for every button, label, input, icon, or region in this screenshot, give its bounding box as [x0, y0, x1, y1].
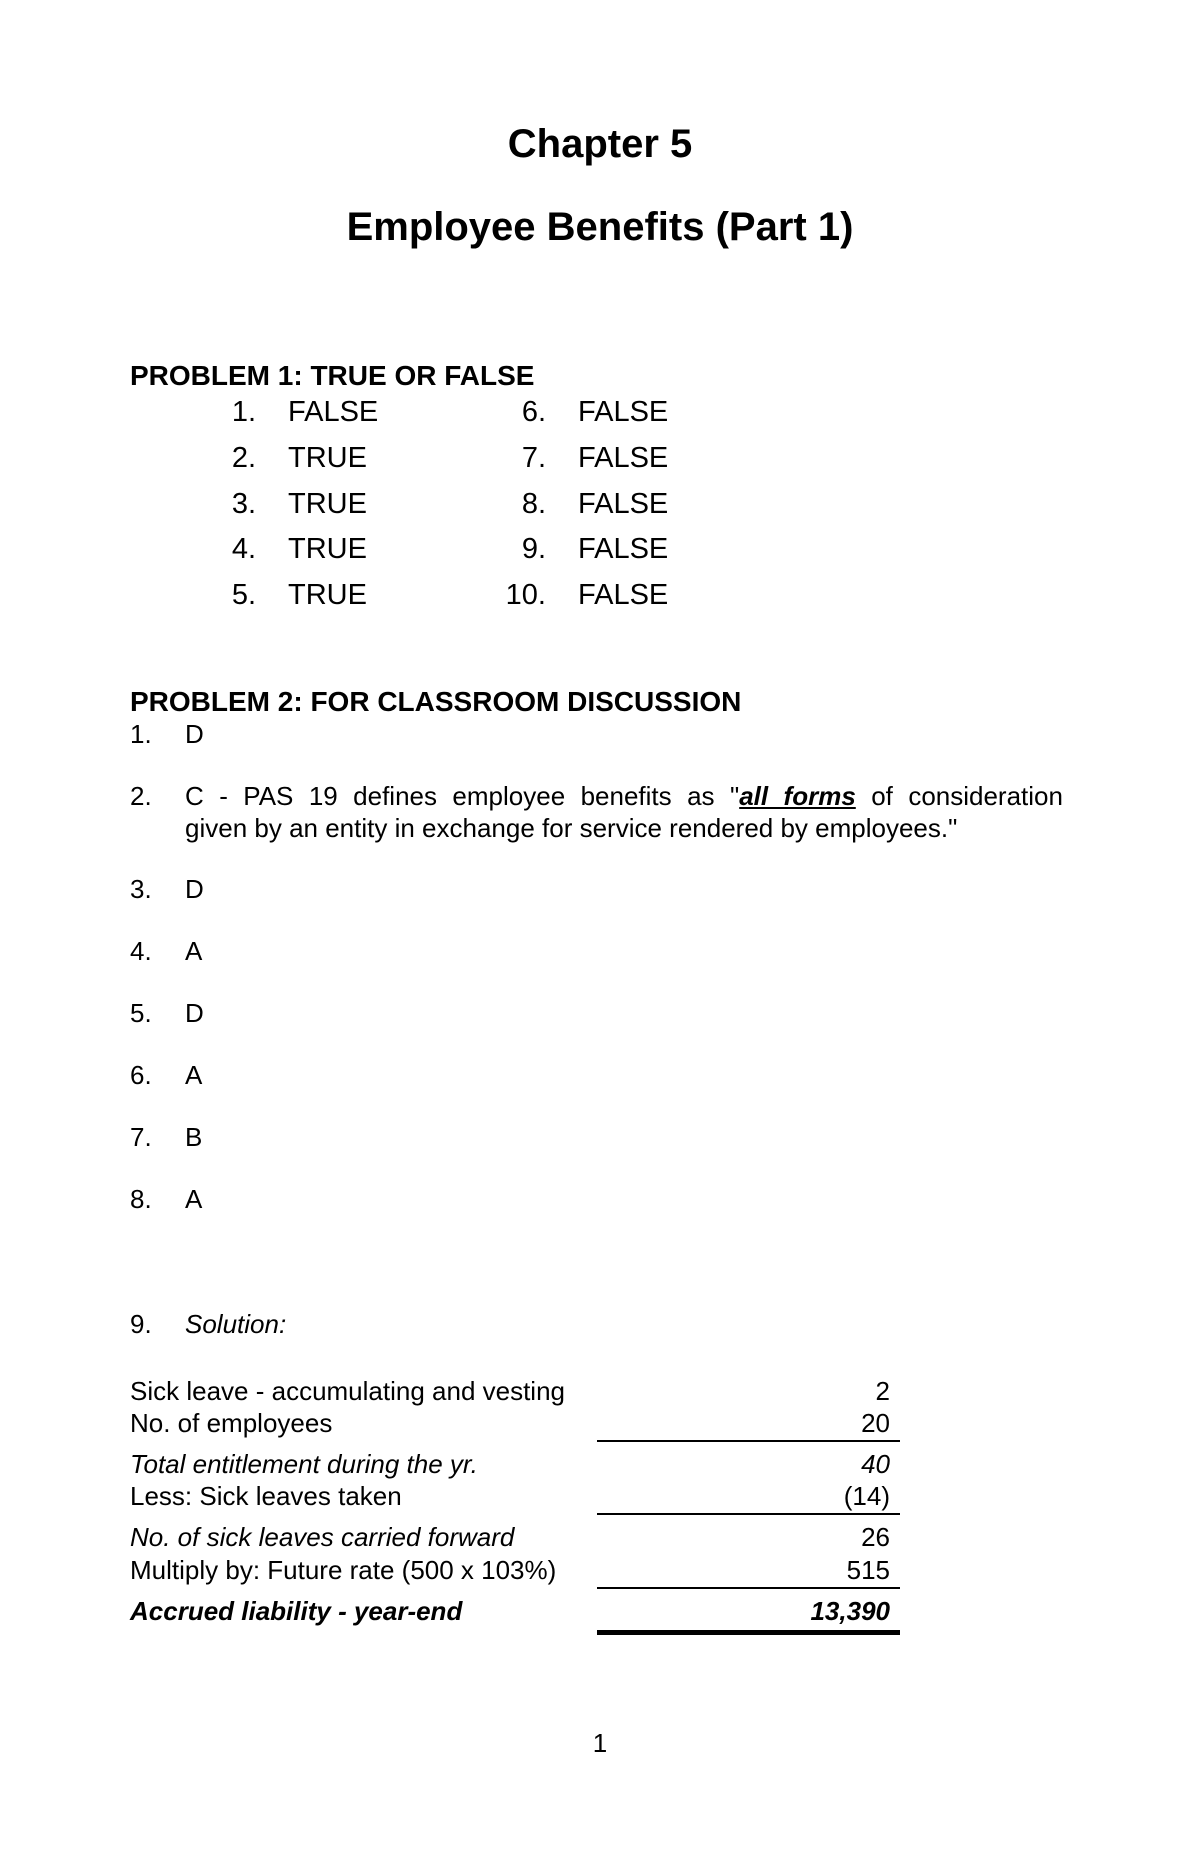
p2-item-answer: A: [185, 1060, 203, 1090]
p2-item-number: 6.: [130, 1060, 152, 1090]
table-row-value: 2: [875, 1376, 890, 1406]
tf-item-answer: TRUE: [288, 488, 367, 520]
p2-item-answer-continuation: given by an entity in exchange for service rendered by employees.": [185, 813, 958, 843]
tf-item-number: 6.: [521, 396, 546, 428]
tf-item-answer: TRUE: [288, 579, 367, 611]
tf-item-number: 7.: [521, 442, 546, 474]
tf-item-answer: FALSE: [578, 488, 669, 520]
p2-item-answer: D: [185, 719, 204, 749]
table-row-value: 20: [861, 1408, 890, 1438]
p2-item-answer: B: [185, 1122, 203, 1152]
table-row-value: 26: [861, 1522, 890, 1552]
tf-item-answer: FALSE: [578, 533, 669, 565]
table-row-label: Multiply by: Future rate (500 x 103%): [130, 1555, 557, 1585]
solution-label: Solution:: [185, 1309, 287, 1339]
p2-item-number: 1.: [130, 719, 152, 749]
table-row-label: Sick leave - accumulating and vesting: [130, 1376, 566, 1406]
tf-item-number: 5.: [231, 579, 256, 611]
table-row-value: (14): [843, 1481, 890, 1511]
tf-item-number: 3.: [231, 488, 256, 520]
problem2-heading: PROBLEM 2: FOR CLASSROOM DISCUSSION: [130, 686, 742, 717]
p2-item-answer: A: [185, 936, 203, 966]
table-row-label: Less: Sick leaves taken: [130, 1481, 402, 1511]
p2-item-answer: D: [185, 998, 204, 1028]
tf-item-answer: FALSE: [288, 396, 379, 428]
table-rule: [597, 1513, 900, 1515]
table-row-label: Total entitlement during the yr.: [130, 1449, 478, 1479]
table-double-rule: [597, 1630, 900, 1635]
tf-item-answer: TRUE: [288, 442, 367, 474]
tf-item-number: 1.: [231, 396, 256, 428]
chapter-title: Chapter 5: [507, 122, 693, 166]
p2-item-number: 2.: [130, 781, 152, 811]
table-row-value: 40: [861, 1449, 890, 1479]
tf-item-answer: TRUE: [288, 533, 367, 565]
p2-item-number: 8.: [130, 1184, 152, 1214]
table-row-label: No. of sick leaves carried forward: [130, 1522, 515, 1552]
problem1-heading: PROBLEM 1: TRUE OR FALSE: [130, 360, 535, 391]
p2-item-answer: [185, 781, 1063, 812]
table-rule: [597, 1587, 900, 1589]
table-row-value: 515: [846, 1555, 890, 1585]
table-total-label: Accrued liability - year-end: [130, 1596, 463, 1626]
tf-item-number: 2.: [231, 442, 256, 474]
tf-item-answer: FALSE: [578, 579, 669, 611]
table-row-label: No. of employees: [130, 1408, 333, 1438]
page-title: Employee Benefits (Part 1): [346, 205, 854, 249]
table-total-value: 13,390: [810, 1596, 890, 1626]
p2-item-answer: A: [185, 1184, 203, 1214]
tf-item-answer: FALSE: [578, 442, 669, 474]
tf-item-number: 8.: [521, 488, 546, 520]
p2-answer-text: C - PAS 19 defines employee benefits as ": [185, 781, 740, 811]
tf-item-number: 10.: [505, 579, 546, 611]
tf-item-number: 4.: [231, 533, 256, 565]
p2-item-number: 4.: [130, 936, 152, 966]
table-rule: [597, 1440, 900, 1442]
tf-item-number: 9.: [521, 533, 546, 565]
p2-item-answer: D: [185, 874, 204, 904]
p2-item-number: 9.: [130, 1309, 152, 1339]
p2-item-number: 5.: [130, 998, 152, 1028]
p2-answer-text: of consideration: [855, 781, 1063, 811]
page-number: 1: [592, 1728, 608, 1758]
p2-answer-emphasis: all forms: [739, 781, 856, 811]
tf-item-answer: FALSE: [578, 396, 669, 428]
p2-item-number: 7.: [130, 1122, 152, 1152]
p2-item-number: 3.: [130, 874, 152, 904]
